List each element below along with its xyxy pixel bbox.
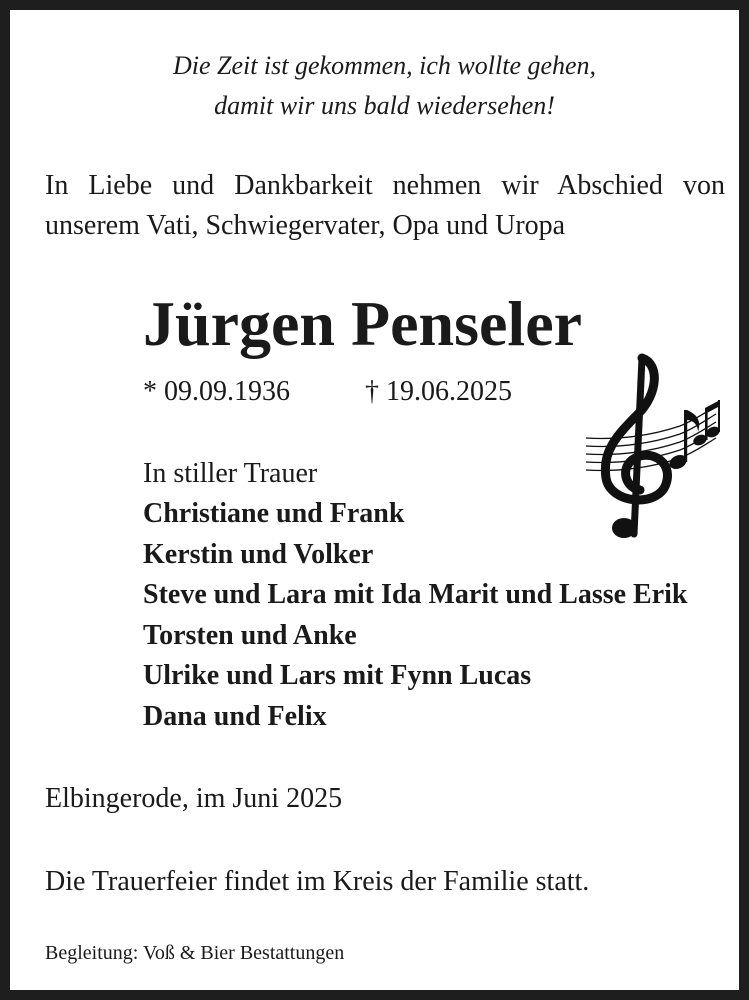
mourner-name: Torsten und Anke: [143, 619, 357, 651]
mourner-name: Steve und Lara mit Ida Marit und Lasse Erik: [143, 579, 688, 611]
mourner-name: Ulrike und Lars mit Fynn Lucas: [143, 660, 532, 692]
deceased-name: Jürgen Penseler: [143, 288, 582, 359]
verse-line-2: damit wir uns bald wiedersehen!: [214, 91, 555, 120]
place-and-date: Elbingerode, im Juni 2025: [45, 783, 343, 814]
undertaker-credit: Begleitung: Voß & Bier Bestattungen: [45, 942, 345, 964]
mourners-intro: In stiller Trauer: [143, 458, 318, 489]
mourner-list: [143, 494, 688, 738]
intro-line-2: unserem Vati, Schwiegervater, Opa und Uropa: [45, 210, 566, 241]
verse-line-1: Die Zeit ist gekommen, ich wollte gehen,: [172, 51, 597, 80]
birth-date: * 09.09.1936: [143, 376, 290, 407]
intro-line-1: In Liebe und Dankbarkeit nehmen wir Abschied von: [45, 170, 725, 201]
mourner-name: Christiane und Frank: [143, 498, 405, 529]
mourner-name: Dana und Felix: [143, 700, 327, 732]
mourner-name: Kerstin und Volker: [143, 538, 374, 570]
ceremony-note: Die Trauerfeier findet im Kreis der Familie statt.: [45, 866, 590, 897]
death-date: † 19.06.2025: [365, 376, 512, 407]
